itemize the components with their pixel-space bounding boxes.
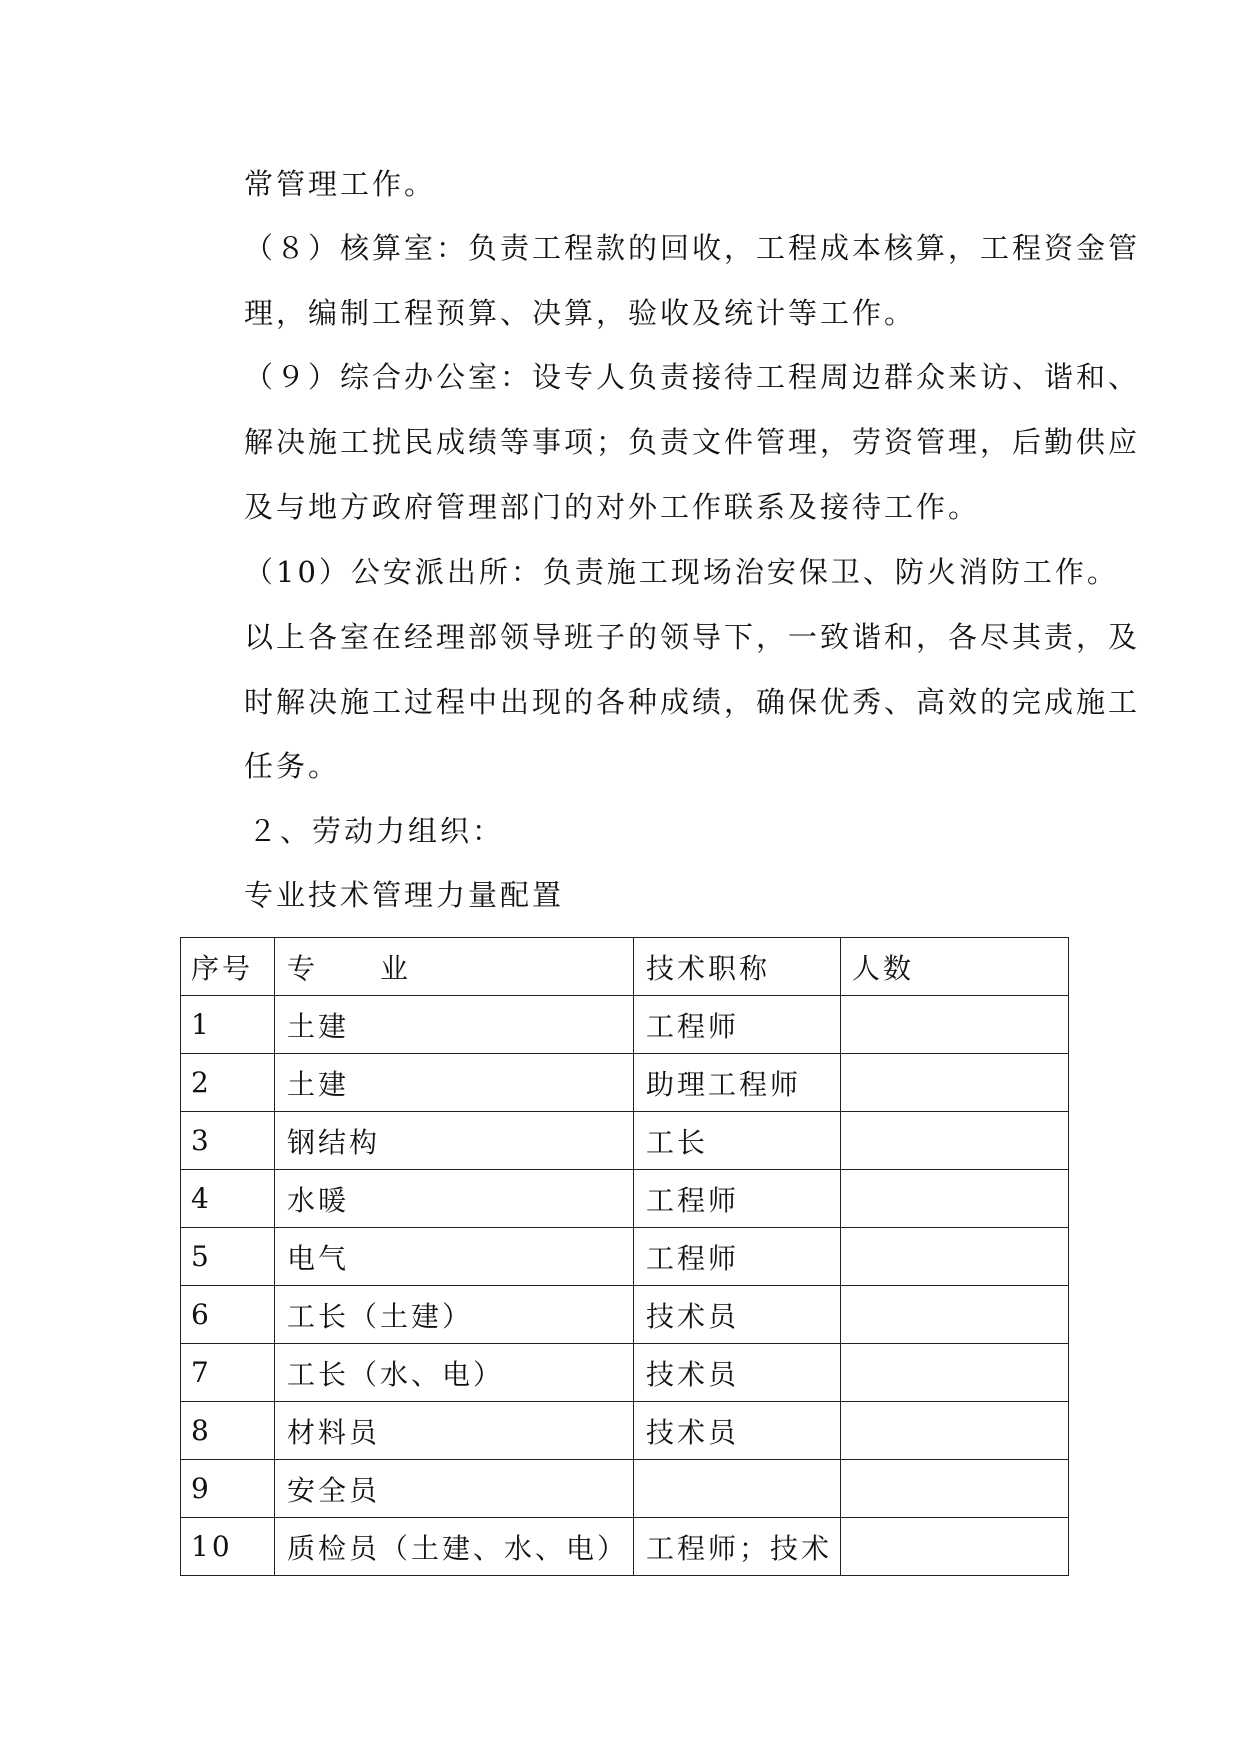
cell-title: 技术员 (634, 1286, 841, 1344)
cell-title: 助理工程师 (634, 1054, 841, 1112)
paragraph-line: 理，编制工程预算、决算，验收及统计等工作。 (244, 296, 917, 330)
cell-specialty: 材料员 (275, 1402, 634, 1460)
cell-count (841, 1054, 1069, 1112)
cell-index: 7 (181, 1344, 275, 1402)
header-cell-index: 序号 (181, 938, 275, 996)
cell-title: 工程师 (634, 1228, 841, 1286)
header-cell-title: 技术职称 (634, 938, 841, 996)
cell-index: 2 (181, 1054, 275, 1112)
table-row (181, 996, 1069, 1054)
table-row (181, 1286, 1069, 1344)
cell-title (634, 1460, 841, 1518)
paragraph-line: 时解决施工过程中出现的各种成绩，确保优秀、高效的完成施工 (244, 685, 1141, 719)
cell-index: 3 (181, 1112, 275, 1170)
table-caption: 专业技术管理力量配置 (244, 878, 565, 912)
cell-title: 工程师；技术 (634, 1518, 841, 1576)
cell-count (841, 1518, 1069, 1576)
cell-index: 5 (181, 1228, 275, 1286)
paragraph-line: （８）核算室：负责工程款的回收，工程成本核算，工程资金管 (244, 231, 1141, 265)
cell-count (841, 1460, 1069, 1518)
header-cell-count: 人数 (841, 938, 1069, 996)
cell-specialty: 土建 (275, 1054, 634, 1112)
table-row (181, 1460, 1069, 1518)
cell-specialty: 工长（土建） (275, 1286, 634, 1344)
table-row (181, 1054, 1069, 1112)
cell-index: 1 (181, 996, 275, 1054)
cell-index: 10 (181, 1518, 275, 1576)
cell-title: 工程师 (634, 996, 841, 1054)
cell-specialty: 质检员（土建、水、电） (275, 1518, 634, 1576)
cell-specialty: 安全员 (275, 1460, 634, 1518)
table-row (181, 1518, 1069, 1576)
cell-specialty: 水暖 (275, 1170, 634, 1228)
paragraph-line: 常管理工作。 (244, 167, 437, 201)
cell-index: 8 (181, 1402, 275, 1460)
cell-index: 6 (181, 1286, 275, 1344)
cell-specialty: 土建 (275, 996, 634, 1054)
table-header-row (181, 938, 1069, 996)
cell-count (841, 1228, 1069, 1286)
paragraph-line: （10）公安派出所：负责施工现场治安保卫、防火消防工作。 (244, 555, 1119, 589)
paragraph-line: 及与地方政府管理部门的对外工作联系及接待工作。 (244, 490, 981, 524)
cell-specialty: 工长（水、电） (275, 1344, 634, 1402)
paragraph-line: 任务。 (244, 749, 341, 783)
paragraph-line: （９）综合办公室：设专人负责接待工程周边群众来访、谐和、 (244, 360, 1141, 394)
cell-title: 工程师 (634, 1170, 841, 1228)
staff-table (180, 937, 1069, 1576)
table-row (181, 1228, 1069, 1286)
table-row (181, 1170, 1069, 1228)
cell-index: 4 (181, 1170, 275, 1228)
table-row (181, 1402, 1069, 1460)
cell-specialty: 电气 (275, 1228, 634, 1286)
section-heading: ２、劳动力组织： (248, 814, 505, 848)
table-row (181, 1344, 1069, 1402)
cell-count (841, 1112, 1069, 1170)
cell-count (841, 996, 1069, 1054)
cell-count (841, 1170, 1069, 1228)
cell-count (841, 1402, 1069, 1460)
paragraph-line: 以上各室在经理部领导班子的领导下，一致谐和，各尽其责，及 (244, 620, 1141, 654)
cell-count (841, 1344, 1069, 1402)
cell-index: 9 (181, 1460, 275, 1518)
cell-title: 工长 (634, 1112, 841, 1170)
cell-specialty: 钢结构 (275, 1112, 634, 1170)
cell-title: 技术员 (634, 1344, 841, 1402)
header-cell-specialty: 专 业 (275, 938, 634, 996)
table-row (181, 1112, 1069, 1170)
cell-count (841, 1286, 1069, 1344)
cell-title: 技术员 (634, 1402, 841, 1460)
paragraph-line: 解决施工扰民成绩等事项；负责文件管理，劳资管理，后勤供应 (244, 425, 1141, 459)
